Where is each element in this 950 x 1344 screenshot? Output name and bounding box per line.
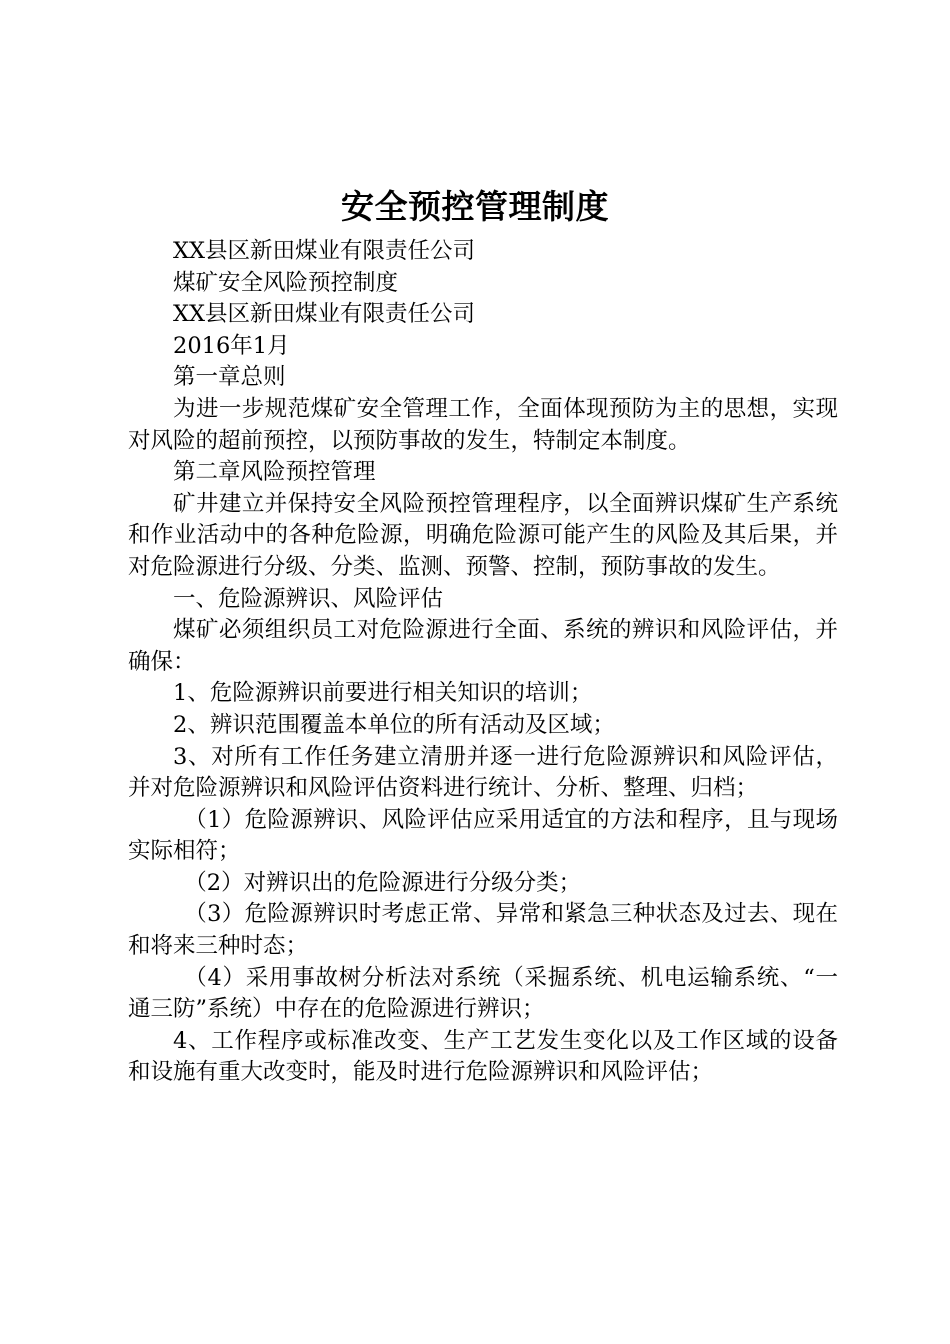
- chapter-heading: 第二章风险预控管理: [173, 459, 376, 486]
- document-subtitle: 煤矿安全风险预控制度: [173, 269, 399, 296]
- list-item: 4、工作程序或标准改变、生产工艺发生变化以及工作区域的设备和设施有重大改变时，能及时进行危险源辨识和风险评估；: [128, 1027, 838, 1086]
- section-heading: 一、危险源辨识、风险评估: [173, 585, 444, 612]
- list-item: 1、危险源辨识前要进行相关知识的培训；: [173, 680, 593, 707]
- document-body: [128, 236, 838, 1089]
- list-item: 3、对所有工作任务建立清册并逐一进行危险源辨识和风险评估，并对危险源辨识和风险评估资料进行统计、分析、整理、归档；: [128, 743, 838, 802]
- sub-list-item: （2）对辨识出的危险源进行分级分类；: [184, 869, 582, 896]
- document-title: 安全预控管理制度: [341, 187, 609, 226]
- paragraph: 煤矿必须组织员工对危险源进行全面、系统的辨识和风险评估，并确保：: [128, 617, 838, 675]
- chapter-heading: 第一章总则: [173, 364, 286, 391]
- paragraph: 矿井建立并保持安全风险预控管理程序，以全面辨识煤矿生产系统和作业活动中的各种危险源，明确危险源可能产生的风险及其后果，并对危险源进行分级、分类、监测、预警、控制，预防事故的发生。: [128, 490, 838, 580]
- sub-list-item: （4）采用事故树分析法对系统（采掘系统、机电运输系统、“一通三防”系统）中存在的危险源进行辨识；: [128, 964, 838, 1023]
- list-item: 2、辨识范围覆盖本单位的所有活动及区域；: [173, 711, 615, 738]
- company-name-repeat: XX县区新田煤业有限责任公司: [173, 301, 476, 328]
- company-name: XX县区新田煤业有限责任公司: [173, 238, 476, 264]
- document-date: 2016年1月: [173, 332, 290, 359]
- sub-list-item: （1）危险源辨识、风险评估应采用适宜的方法和程序，且与现场实际相符；: [128, 806, 838, 865]
- paragraph: 为进一步规范煤矿安全管理工作，全面体现预防为主的思想，实现对风险的超前预控，以预防事故的发生，特制定本制度。: [128, 395, 838, 454]
- sub-list-item: （3）危险源辨识时考虑正常、异常和紧急三种状态及过去、现在和将来三种时态；: [128, 901, 838, 960]
